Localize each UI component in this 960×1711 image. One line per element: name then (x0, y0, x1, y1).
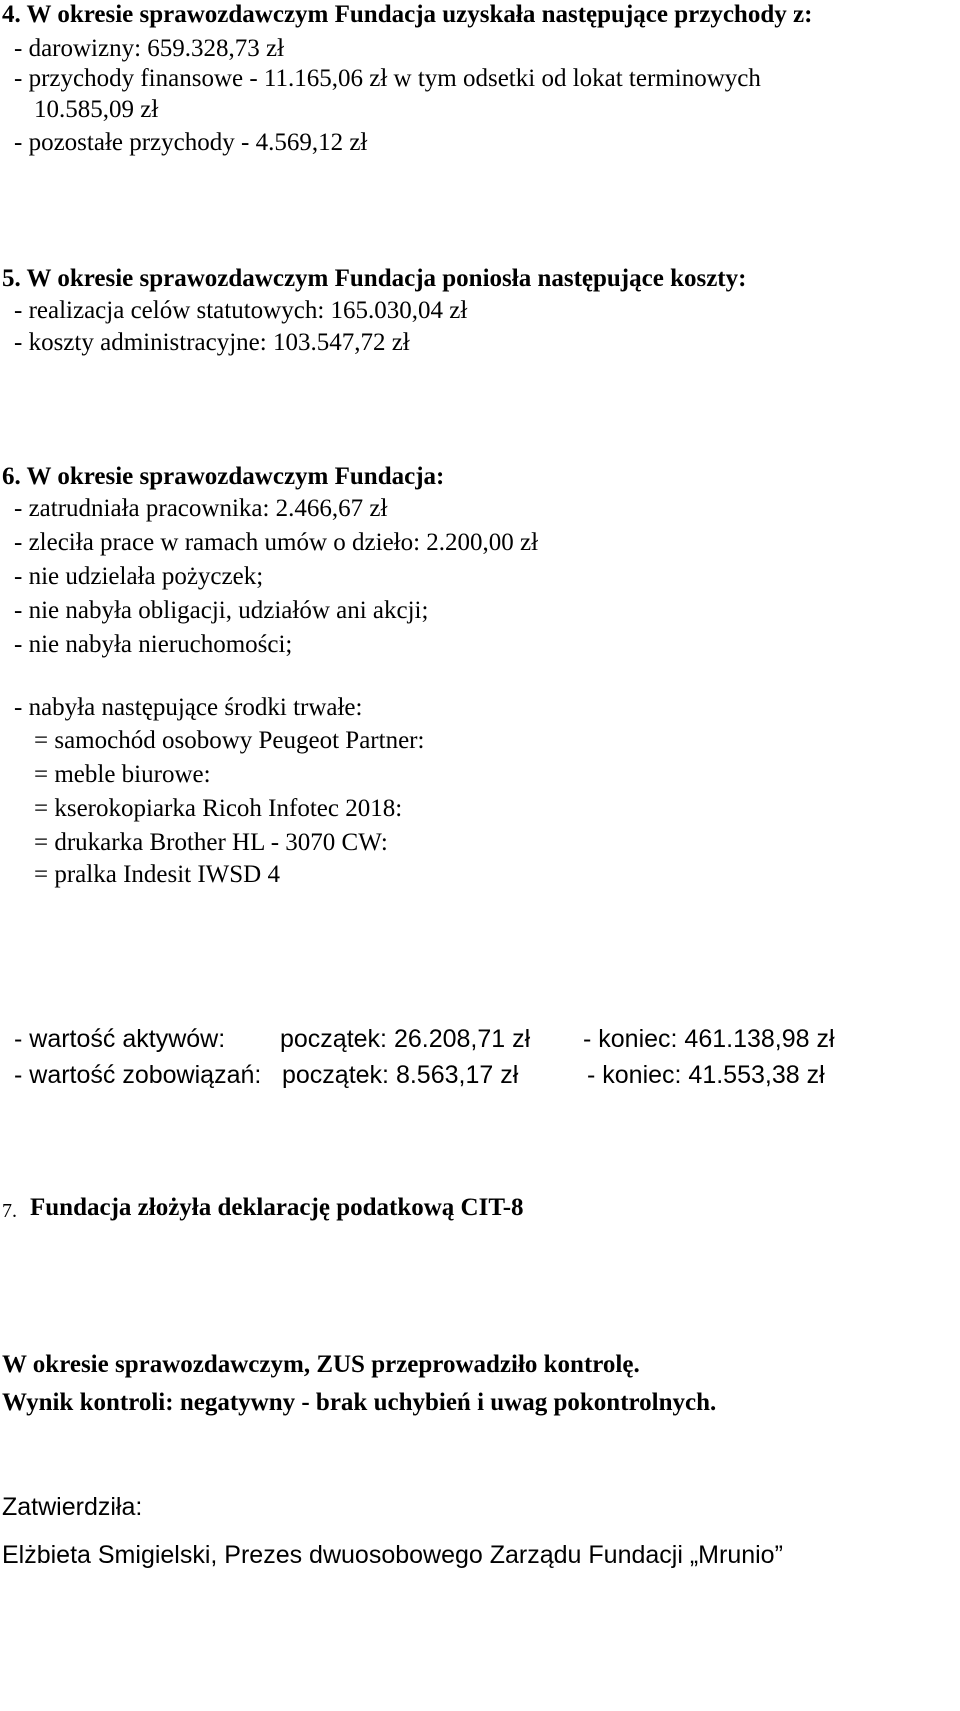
asset-item-printer: = drukarka Brother HL - 3070 CW: (34, 829, 388, 856)
section4-item-interest-amount: 10.585,09 zł (34, 96, 159, 123)
section6-item-employee: - zatrudniała pracownika: 2.466,67 zł (14, 495, 388, 522)
separator (0, 203, 380, 204)
section4-item-donations: - darowizny: 659.328,73 zł (14, 35, 285, 62)
balance-end: - koniec: 461.138,98 zł (583, 1025, 835, 1053)
section5-item-statutory: - realizacja celów statutowych: 165.030,04 zł (14, 297, 468, 324)
section5-heading: 5. W okresie sprawozdawczym Fundacja poniosła następujące koszty: (2, 265, 747, 292)
section6-assets-intro: - nabyła następujące środki trwałe: (14, 694, 363, 721)
zus-line-2: Wynik kontroli: negatywny - brak uchybień i uwag pokontrolnych. (2, 1389, 717, 1416)
balance-start: początek: 8.563,17 zł (282, 1061, 519, 1089)
section6-item-contracts: - zleciła prace w ramach umów o dzieło: 2.200,00 zł (14, 529, 539, 556)
section4-item-other-income: - pozostałe przychody - 4.569,12 zł (14, 129, 368, 156)
section6-heading: 6. W okresie sprawozdawczym Fundacja: (2, 463, 445, 490)
section4-item-financial-income: - przychody finansowe - 11.165,06 zł w tym odsetki od lokat terminowych (14, 65, 761, 92)
approval-signatory: Elżbieta Smigielski, Prezes dwuosobowego Zarządu Fundacji „Mrunio” (2, 1541, 783, 1569)
asset-item-car: = samochód osobowy Peugeot Partner: (34, 727, 425, 754)
section6-item-bonds: - nie nabyła obligacji, udziałów ani akcji; (14, 597, 429, 624)
section5-item-administrative: - koszty administracyjne: 103.547,72 zł (14, 329, 410, 356)
section7-text: Fundacja złożyła deklarację podatkową CIT-8 (30, 1194, 524, 1221)
section6-item-property: - nie nabyła nieruchomości; (14, 631, 293, 658)
zus-line-1: W okresie sprawozdawczym, ZUS przeprowadziło kontrolę. (2, 1351, 640, 1378)
asset-item-furniture: = meble biurowe: (34, 761, 211, 788)
balance-label: - wartość aktywów: (14, 1025, 226, 1053)
separator (0, 959, 306, 960)
separator (0, 1274, 380, 1275)
balance-start: początek: 26.208,71 zł (280, 1025, 531, 1053)
approval-label: Zatwierdziła: (2, 1493, 143, 1521)
separator (0, 1130, 380, 1131)
section6-item-loans: - nie udzielała pożyczek; (14, 563, 264, 590)
asset-item-washer: = pralka Indesit IWSD 4 (34, 861, 280, 888)
balance-end: - koniec: 41.553,38 zł (587, 1061, 825, 1089)
asset-item-copier: = kserokopiarka Ricoh Infotec 2018: (34, 795, 403, 822)
section4-heading: 4. W okresie sprawozdawczym Fundacja uzyskała następujące przychody z: (2, 1, 813, 28)
balance-label: - wartość zobowiązań: (14, 1061, 262, 1089)
separator (0, 401, 380, 402)
section7-number: 7. (2, 1200, 17, 1222)
